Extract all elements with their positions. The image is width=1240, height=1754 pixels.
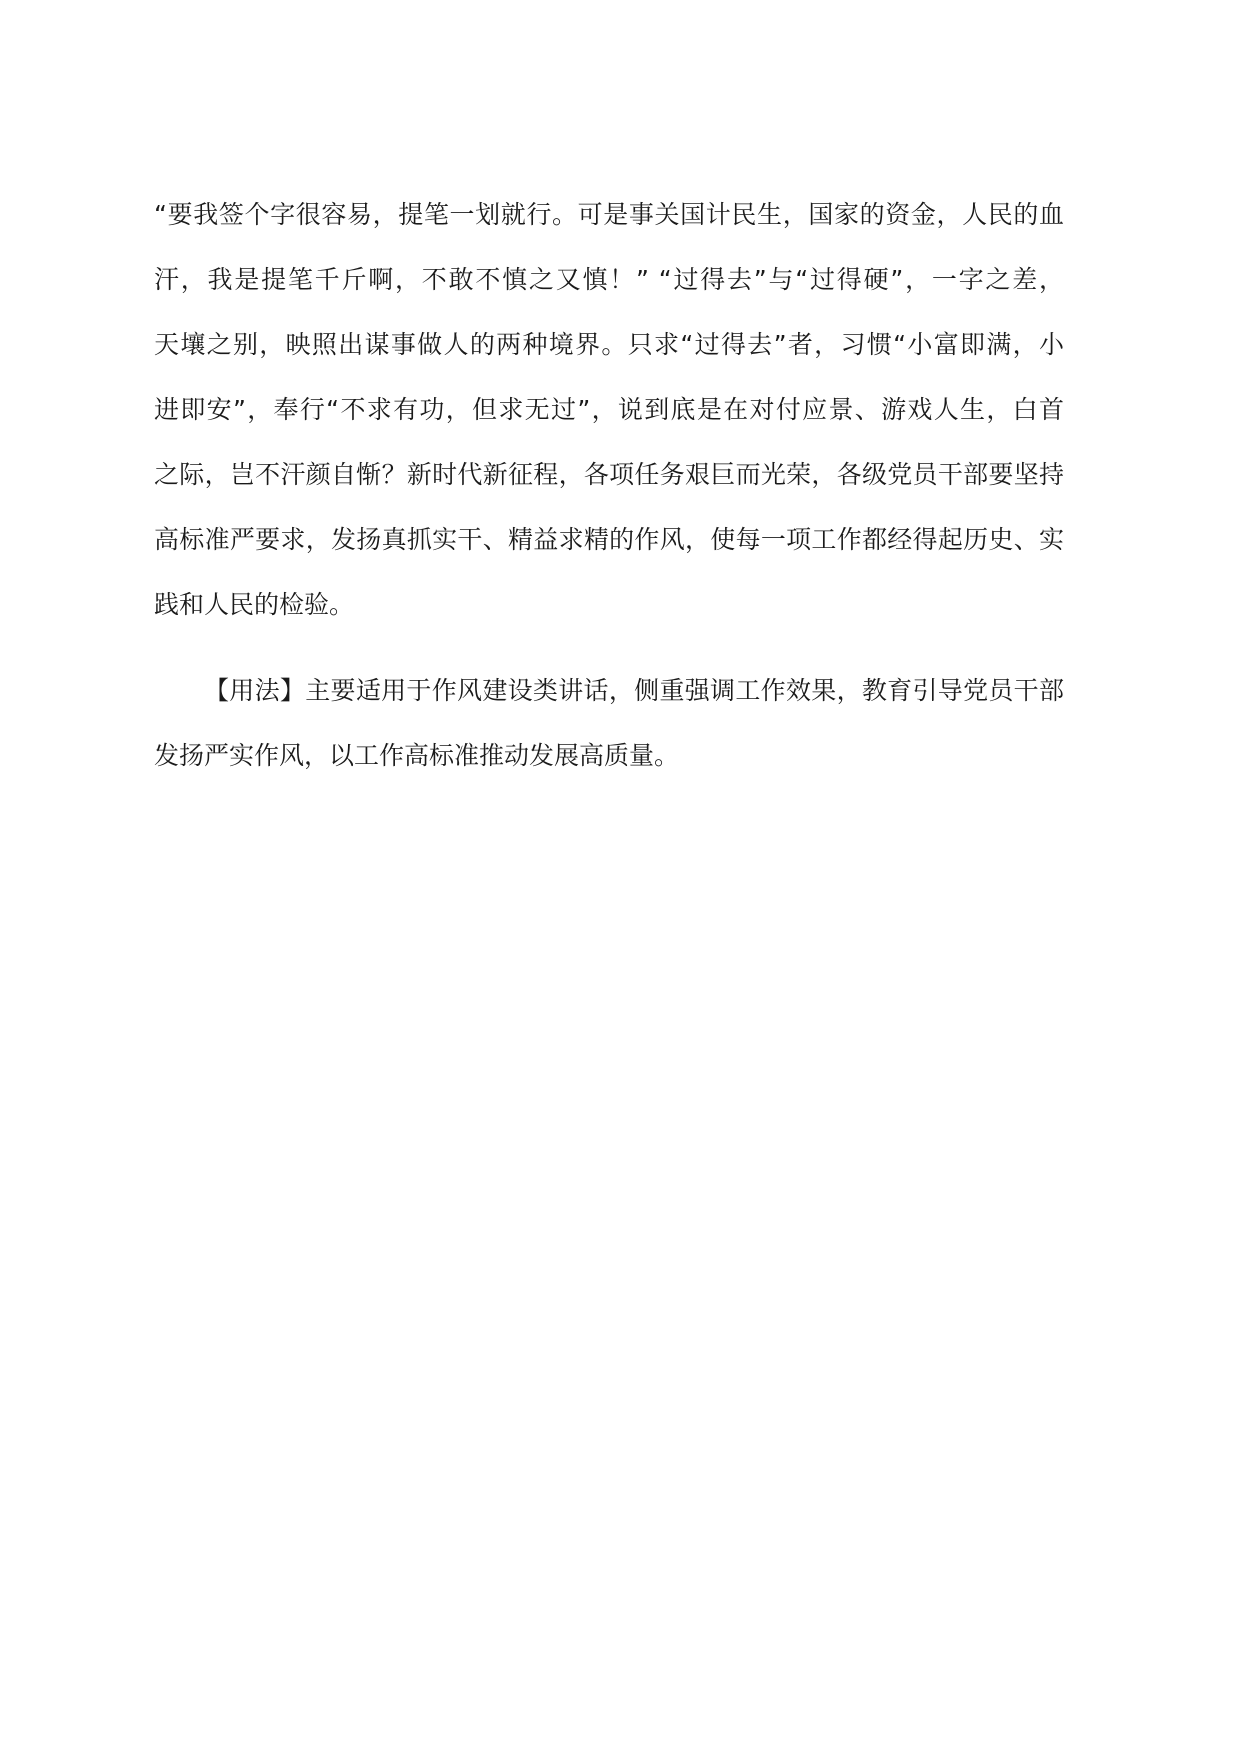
paragraph-line: 汗，我是提笔千斤啊，不敢不慎之又慎！” “过得去”与“过得硬”，一字之差，	[154, 265, 1064, 294]
paragraph-line: 践和人民的检验。	[154, 590, 355, 619]
paragraph-line: 天壤之别，映照出谋事做人的两种境界。只求“过得去”者，习惯“小富即满，小	[154, 330, 1064, 359]
paragraph-line: 高标准严要求，发扬真抓实干、精益求精的作风，使每一项工作都经得起历史、实	[154, 525, 1064, 554]
paragraph-usage	[154, 658, 1064, 788]
paragraph-line: 之际，岂不汗颜自惭？新时代新征程，各项任务艰巨而光荣，各级党员干部要坚持	[154, 460, 1064, 489]
paragraph-line: 发扬严实作风，以工作高标准推动发展高质量。	[154, 741, 680, 770]
paragraph-line: “要我签个字很容易，提笔一划就行。可是事关国计民生，国家的资金，人民的血	[154, 200, 1064, 229]
paragraph-quote-commentary	[154, 182, 1064, 637]
paragraph-line: 【用法】主要适用于作风建设类讲话，侧重强调工作效果，教育引导党员干部	[204, 676, 1064, 705]
paragraph-line: 进即安”，奉行“不求有功，但求无过”，说到底是在对付应景、游戏人生，白首	[154, 395, 1064, 424]
